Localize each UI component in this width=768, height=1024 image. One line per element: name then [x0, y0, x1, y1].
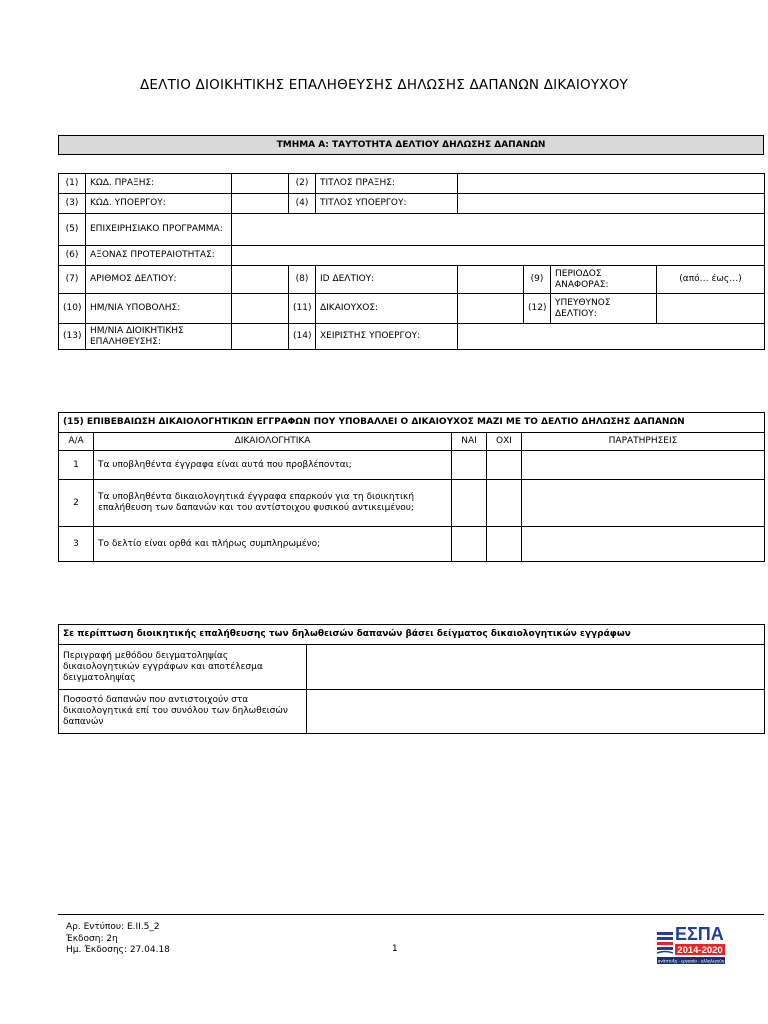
sampling-method-label: Περιγραφή μεθόδου δειγματοληψίας δικαιολογητικών εγγράφων και αποτέλεσμα δειγματοληψίας — [59, 645, 307, 690]
row-2-no-cell[interactable] — [487, 480, 522, 527]
documents-table — [58, 412, 765, 562]
field-11-label: ΔΙΚΑΙΟΥΧΟΣ: — [316, 294, 458, 324]
field-3-label: ΚΩΔ. ΥΠΟΕΡΓΟΥ: — [86, 194, 232, 214]
sampling-table-header — [59, 625, 765, 645]
field-11-num: (11) — [289, 294, 316, 324]
section-15-header: (15) ΕΠΙΒΕΒΑΙΩΣΗ ΔΙΚΑΙΟΛΟΓΗΤΙΚΩΝ ΕΓΓΡΑΦΩΝ ΠΟΥ ΥΠΟΒΑΛΛΕΙ Ο ΔΙΚΑΙΟΥΧΟΣ ΜΑΖΙ ΜΕ ΤΟ ΔΕΛΤΙΟ ΔΗΛΩΣΗΣ ΔΑΠΑΝΩΝ — [59, 413, 765, 433]
field-8-value[interactable] — [458, 266, 524, 294]
field-2-value[interactable] — [458, 174, 765, 194]
sampling-method-value[interactable] — [307, 645, 765, 690]
row-1-remarks-cell[interactable] — [522, 451, 765, 480]
col-no: ΟΧΙ — [487, 433, 522, 451]
field-14-num: (14) — [289, 324, 316, 350]
identity-row-7 — [59, 324, 765, 350]
field-12-num: (12) — [524, 294, 551, 324]
row-1-yes-cell[interactable] — [452, 451, 487, 480]
field-12-value[interactable] — [657, 294, 765, 324]
identity-row-4 — [59, 246, 765, 266]
field-4-num: (4) — [289, 194, 316, 214]
field-3-num: (3) — [59, 194, 86, 214]
sampling-table — [58, 624, 765, 734]
espa-logo-graphic — [655, 920, 727, 966]
table-row — [59, 690, 765, 734]
field-10-label: ΗΜ/ΝΙΑ ΥΠΟΒΟΛΗΣ: — [86, 294, 232, 324]
field-6-value[interactable] — [232, 246, 765, 266]
row-3-num: 3 — [59, 527, 94, 562]
row-1-num: 1 — [59, 451, 94, 480]
documents-table-columns — [59, 433, 765, 451]
field-3-value[interactable] — [232, 194, 289, 214]
field-5-label: ΕΠΙΧΕΙΡΗΣΙΑΚΟ ΠΡΟΓΡΑΜΜΑ: — [86, 214, 232, 246]
field-1-label: ΚΩΔ. ΠΡΑΞΗΣ: — [86, 174, 232, 194]
section-a-header: ΤΜΗΜΑ Α: ΤΑΥΤΟΤΗΤΑ ΔΕΛΤΙΟΥ ΔΗΛΩΣΗΣ ΔΑΠΑΝΩΝ — [58, 135, 764, 155]
page-number: 1 — [392, 944, 398, 954]
identity-row-5 — [59, 266, 765, 294]
table-row — [59, 480, 765, 527]
field-9-num: (9) — [524, 266, 551, 294]
espa-logo-tagline: ανάπτυξη - εργασία - αλληλεγγύη — [657, 958, 725, 964]
col-yes: ΝΑΙ — [452, 433, 487, 451]
document-title: ΔΕΛΤΙΟ ΔΙΟΙΚΗΤΙΚΗΣ ΕΠΑΛΗΘΕΥΣΗΣ ΔΗΛΩΣΗΣ ΔΑΠΑΝΩΝ ΔΙΚΑΙΟΥΧΟΥ — [139, 77, 628, 93]
row-1-no-cell[interactable] — [487, 451, 522, 480]
field-9-label: ΠΕΡΙΟΔΟΣ ΑΝΑΦΟΡΑΣ: — [551, 266, 657, 294]
field-1-value[interactable] — [232, 174, 289, 194]
field-11-value[interactable] — [458, 294, 524, 324]
identity-row-1 — [59, 174, 765, 194]
field-8-label: ID ΔΕΛΤΙΟΥ: — [316, 266, 458, 294]
sampling-header: Σε περίπτωση διοικητικής επαλήθευσης των δηλωθεισών δαπανών βάσει δείγματος δικαιολογητικών εγγράφων — [59, 625, 765, 645]
table-row — [59, 645, 765, 690]
edition: Έκδοση: 2η — [66, 933, 118, 944]
footer-divider — [58, 914, 764, 915]
sampling-percentage-value[interactable] — [307, 690, 765, 734]
footer-info — [66, 922, 170, 957]
espa-logo-name: ΕΣΠΑ — [675, 924, 724, 944]
field-6-label: ΑΞΟΝΑΣ ΠΡΟΤΕΡΑΙΟΤΗΤΑΣ: — [86, 246, 232, 266]
col-aa: Α/Α — [59, 433, 94, 451]
field-13-value[interactable] — [232, 324, 289, 350]
field-13-num: (13) — [59, 324, 86, 350]
field-7-value[interactable] — [232, 266, 289, 294]
field-13-label: ΗΜ/ΝΙΑ ΔΙΟΙΚΗΤΙΚΗΣ ΕΠΑΛΗΘΕΥΣΗΣ: — [86, 324, 232, 350]
field-12-label: ΥΠΕΥΘΥΝΟΣ ΔΕΛΤΙΟΥ: — [551, 294, 657, 324]
row-2-num: 2 — [59, 480, 94, 527]
field-4-value[interactable] — [458, 194, 765, 214]
field-10-num: (10) — [59, 294, 86, 324]
row-3-yes-cell[interactable] — [452, 527, 487, 562]
field-14-label: ΧΕΙΡΙΣΤΗΣ ΥΠΟΕΡΓΟΥ: — [316, 324, 458, 350]
edition-date: Ημ. Έκδοσης: 27.04.18 — [66, 945, 170, 955]
col-remarks: ΠΑΡΑΤΗΡΗΣΕΙΣ — [522, 433, 765, 451]
field-2-num: (2) — [289, 174, 316, 194]
documents-table-header — [59, 413, 765, 433]
field-5-num: (5) — [59, 214, 86, 246]
field-7-label: ΑΡΙΘΜΟΣ ΔΕΛΤΙΟΥ: — [86, 266, 232, 294]
identity-row-2 — [59, 194, 765, 214]
espa-logo — [655, 920, 727, 966]
identity-row-3 — [59, 214, 765, 246]
col-documents: ΔΙΚΑΙΟΛΟΓΗΤΙΚΑ — [94, 433, 452, 451]
field-14-value[interactable] — [458, 324, 765, 350]
field-10-value[interactable] — [232, 294, 289, 324]
field-1-num: (1) — [59, 174, 86, 194]
table-row — [59, 451, 765, 480]
row-3-remarks-cell[interactable] — [522, 527, 765, 562]
row-3-no-cell[interactable] — [487, 527, 522, 562]
field-2-label: ΤΙΤΛΟΣ ΠΡΑΞΗΣ: — [316, 174, 458, 194]
field-5-value[interactable] — [232, 214, 765, 246]
identity-row-6 — [59, 294, 765, 324]
form-number: Αρ. Εντύπου: Ε.ΙΙ.5_2 — [66, 922, 160, 932]
field-9-value[interactable]: (από… έως…) — [657, 266, 765, 294]
row-2-remarks-cell[interactable] — [522, 480, 765, 527]
field-6-num: (6) — [59, 246, 86, 266]
sampling-percentage-label: Ποσοστό δαπανών που αντιστοιχούν στα δικαιολογητικά επί του συνόλου των δηλωθεισών δαπανών — [59, 690, 307, 734]
field-8-num: (8) — [289, 266, 316, 294]
row-2-text: Τα υποβληθέντα δικαιολογητικά έγγραφα επαρκούν για τη διοικητική επαλήθευση των δαπανών και του αντίστοιχου φυσικού αντικειμένου; — [94, 480, 452, 527]
field-7-num: (7) — [59, 266, 86, 294]
row-2-yes-cell[interactable] — [452, 480, 487, 527]
espa-logo-years: 2014-2020 — [677, 945, 723, 956]
identity-table — [58, 173, 765, 350]
row-3-text: Το δελτίο είναι ορθά και πλήρως συμπληρωμένο; — [94, 527, 452, 562]
field-4-label: ΤΙΤΛΟΣ ΥΠΟΕΡΓΟΥ: — [316, 194, 458, 214]
table-row — [59, 527, 765, 562]
row-1-text: Τα υποβληθέντα έγγραφα είναι αυτά που προβλέπονται; — [94, 451, 452, 480]
